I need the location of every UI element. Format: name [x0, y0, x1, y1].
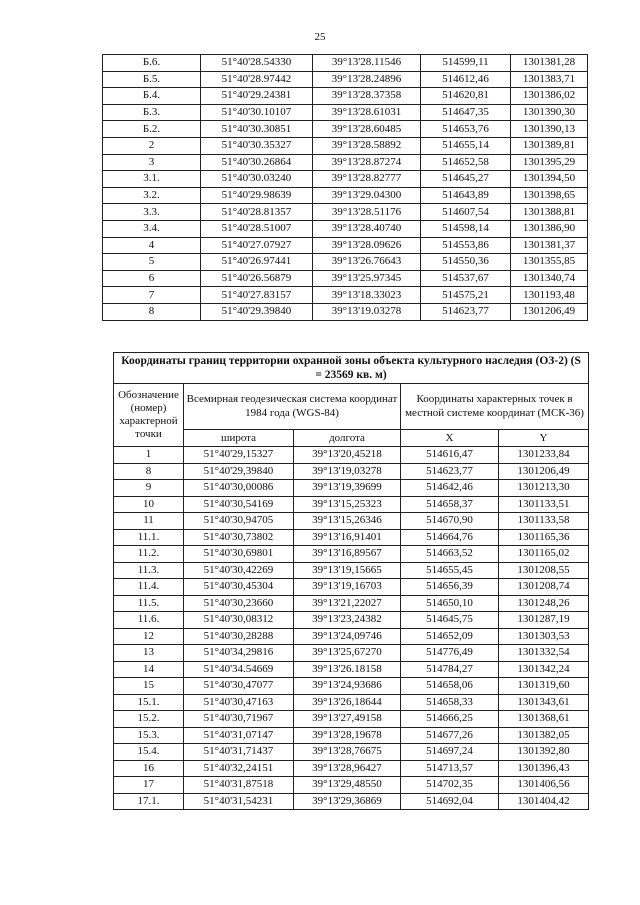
latitude-cell: 51°40'30.30851 — [201, 121, 313, 138]
x-cell: 514612,46 — [421, 71, 511, 88]
x-cell: 514653,76 — [421, 121, 511, 138]
x-cell: 514666,25 — [401, 711, 499, 728]
y-cell: 1301287,19 — [499, 612, 589, 629]
x-cell: 514599,11 — [421, 55, 511, 72]
y-cell: 1301206,49 — [499, 463, 589, 480]
point-id-cell: 11.5. — [114, 595, 184, 612]
longitude-cell: 39°13'26.76643 — [313, 254, 421, 271]
longitude-cell: 39°13'19,15665 — [294, 562, 401, 579]
point-id-cell: 15.3. — [114, 727, 184, 744]
point-id-cell: 11.4. — [114, 579, 184, 596]
table-row — [114, 612, 589, 629]
table-row — [114, 628, 589, 645]
table-row — [114, 447, 589, 464]
latitude-cell: 51°40'30,23660 — [184, 595, 294, 612]
longitude-cell: 39°13'28.24896 — [313, 71, 421, 88]
latitude-cell: 51°40'31,87518 — [184, 777, 294, 794]
table-row — [114, 562, 589, 579]
table-row — [103, 121, 588, 138]
table-row — [114, 727, 589, 744]
latitude-cell: 51°40'30,28288 — [184, 628, 294, 645]
x-cell: 514643,89 — [421, 187, 511, 204]
x-cell: 514642,46 — [401, 480, 499, 497]
table-row — [114, 595, 589, 612]
latitude-cell: 51°40'30,47163 — [184, 694, 294, 711]
header-designation: Обозначение (номер) характерной точки — [114, 384, 184, 447]
table-row — [114, 480, 589, 497]
x-cell: 514658,37 — [401, 496, 499, 513]
y-cell: 1301389,81 — [511, 137, 588, 154]
longitude-cell: 39°13'25,67270 — [294, 645, 401, 662]
longitude-cell: 39°13'28,19678 — [294, 727, 401, 744]
latitude-cell: 51°40'34,29816 — [184, 645, 294, 662]
x-cell: 514616,47 — [401, 447, 499, 464]
table-row — [114, 777, 589, 794]
x-cell: 514658,06 — [401, 678, 499, 695]
point-id-cell: Б.3. — [103, 104, 201, 121]
longitude-cell: 39°13'28.61031 — [313, 104, 421, 121]
point-id-cell: 1 — [114, 447, 184, 464]
x-cell: 514623,77 — [401, 463, 499, 480]
point-id-cell: 14 — [114, 661, 184, 678]
table-row — [103, 104, 588, 121]
latitude-cell: 51°40'29,15327 — [184, 447, 294, 464]
y-cell: 1301343,61 — [499, 694, 589, 711]
longitude-cell: 39°13'28,96427 — [294, 760, 401, 777]
longitude-cell: 39°13'28.51176 — [313, 204, 421, 221]
y-cell: 1301233,84 — [499, 447, 589, 464]
table-row — [103, 204, 588, 221]
y-cell: 1301165,02 — [499, 546, 589, 563]
y-cell: 1301319,60 — [499, 678, 589, 695]
longitude-cell: 39°13'24,09746 — [294, 628, 401, 645]
point-id-cell: 15.4. — [114, 744, 184, 761]
latitude-cell: 51°40'30,42269 — [184, 562, 294, 579]
longitude-cell: 39°13'28.82777 — [313, 171, 421, 188]
latitude-cell: 51°40'28.54330 — [201, 55, 313, 72]
x-cell: 514537,67 — [421, 270, 511, 287]
point-id-cell: 16 — [114, 760, 184, 777]
longitude-cell: 39°13'20,45218 — [294, 447, 401, 464]
x-cell: 514647,35 — [421, 104, 511, 121]
latitude-cell: 51°40'34.54669 — [184, 661, 294, 678]
latitude-cell: 51°40'30.10107 — [201, 104, 313, 121]
y-cell: 1301133,51 — [499, 496, 589, 513]
longitude-cell: 39°13'16,91401 — [294, 529, 401, 546]
table-row — [103, 270, 588, 287]
longitude-cell: 39°13'16,89567 — [294, 546, 401, 563]
longitude-cell: 39°13'29,48550 — [294, 777, 401, 794]
point-id-cell: 3 — [103, 154, 201, 171]
oz2-coordinates-table — [113, 352, 589, 810]
latitude-cell: 51°40'30,69801 — [184, 546, 294, 563]
table-row — [114, 694, 589, 711]
point-id-cell: 11.2. — [114, 546, 184, 563]
longitude-cell: 39°13'28.11546 — [313, 55, 421, 72]
x-cell: 514645,75 — [401, 612, 499, 629]
table-row — [114, 661, 589, 678]
table-row — [114, 645, 589, 662]
y-cell: 1301382,05 — [499, 727, 589, 744]
latitude-cell: 51°40'30,73802 — [184, 529, 294, 546]
latitude-cell: 51°40'27.07927 — [201, 237, 313, 254]
table-row — [114, 496, 589, 513]
point-id-cell: 8 — [103, 303, 201, 320]
longitude-cell: 39°13'28.37358 — [313, 88, 421, 105]
point-id-cell: Б.5. — [103, 71, 201, 88]
y-cell: 1301394,50 — [511, 171, 588, 188]
table-row — [103, 137, 588, 154]
point-id-cell: 8 — [114, 463, 184, 480]
point-id-cell: Б.6. — [103, 55, 201, 72]
longitude-cell: 39°13'19,39699 — [294, 480, 401, 497]
table-row — [114, 529, 589, 546]
latitude-cell: 51°40'29,39840 — [184, 463, 294, 480]
table-row — [103, 237, 588, 254]
x-cell: 514645,27 — [421, 171, 511, 188]
point-id-cell: 3.1. — [103, 171, 201, 188]
latitude-cell: 51°40'30,71967 — [184, 711, 294, 728]
y-cell: 1301386,02 — [511, 88, 588, 105]
table-row — [114, 793, 589, 810]
point-id-cell: 3.4. — [103, 220, 201, 237]
header-y: Y — [499, 430, 589, 447]
longitude-cell: 39°13'26.18158 — [294, 661, 401, 678]
latitude-cell: 51°40'28.51007 — [201, 220, 313, 237]
table-row — [114, 760, 589, 777]
point-id-cell: 12 — [114, 628, 184, 645]
table-row — [114, 678, 589, 695]
longitude-cell: 39°13'15,26346 — [294, 513, 401, 530]
point-id-cell: 5 — [103, 254, 201, 271]
y-cell: 1301386,90 — [511, 220, 588, 237]
latitude-cell: 51°40'26.97441 — [201, 254, 313, 271]
latitude-cell: 51°40'30.26864 — [201, 154, 313, 171]
latitude-cell: 51°40'30.35327 — [201, 137, 313, 154]
header-longitude: долгота — [294, 430, 401, 447]
y-cell: 1301342,24 — [499, 661, 589, 678]
point-id-cell: 6 — [103, 270, 201, 287]
x-cell: 514776,49 — [401, 645, 499, 662]
latitude-cell: 51°40'29.24381 — [201, 88, 313, 105]
x-cell: 514670,90 — [401, 513, 499, 530]
y-cell: 1301355,85 — [511, 254, 588, 271]
point-id-cell: 7 — [103, 287, 201, 304]
longitude-cell: 39°13'27,49158 — [294, 711, 401, 728]
latitude-cell: 51°40'31,71437 — [184, 744, 294, 761]
x-cell: 514692,04 — [401, 793, 499, 810]
latitude-cell: 51°40'30,45304 — [184, 579, 294, 596]
point-id-cell: 3.3. — [103, 204, 201, 221]
y-cell: 1301388,81 — [511, 204, 588, 221]
table-row — [103, 55, 588, 72]
longitude-cell: 39°13'23,24382 — [294, 612, 401, 629]
y-cell: 1301303,53 — [499, 628, 589, 645]
oz2-coordinates-table-body — [114, 447, 589, 810]
latitude-cell: 51°40'29.39840 — [201, 303, 313, 320]
point-id-cell: 15 — [114, 678, 184, 695]
point-id-cell: 11.6. — [114, 612, 184, 629]
header-wgs84: Всемирная геодезическая система координат 1984 года (WGS-84) — [184, 384, 401, 430]
table-title: Координаты границ территории охранной зоны объекта культурного наследия (ОЗ-2) (S = 23569 кв. м) — [114, 353, 589, 384]
table-row — [114, 711, 589, 728]
x-cell: 514663,52 — [401, 546, 499, 563]
point-id-cell: 15.1. — [114, 694, 184, 711]
x-cell: 514550,36 — [421, 254, 511, 271]
y-cell: 1301395,29 — [511, 154, 588, 171]
table-row — [103, 71, 588, 88]
longitude-cell: 39°13'24,93686 — [294, 678, 401, 695]
point-id-cell: 3.2. — [103, 187, 201, 204]
x-cell: 514713,57 — [401, 760, 499, 777]
y-cell: 1301208,74 — [499, 579, 589, 596]
y-cell: 1301404,42 — [499, 793, 589, 810]
point-id-cell: 13 — [114, 645, 184, 662]
latitude-cell: 51°40'29.98639 — [201, 187, 313, 204]
longitude-cell: 39°13'25.97345 — [313, 270, 421, 287]
longitude-cell: 39°13'19,03278 — [294, 463, 401, 480]
x-cell: 514784,27 — [401, 661, 499, 678]
table-row — [103, 88, 588, 105]
y-cell: 1301381,37 — [511, 237, 588, 254]
header-x: X — [401, 430, 499, 447]
point-id-cell: 10 — [114, 496, 184, 513]
x-cell: 514598,14 — [421, 220, 511, 237]
longitude-cell: 39°13'28.40740 — [313, 220, 421, 237]
x-cell: 514656,39 — [401, 579, 499, 596]
page-number: 25 — [314, 31, 326, 43]
longitude-cell: 39°13'19,16703 — [294, 579, 401, 596]
y-cell: 1301133,58 — [499, 513, 589, 530]
y-cell: 1301206,49 — [511, 303, 588, 320]
y-cell: 1301248,26 — [499, 595, 589, 612]
point-id-cell: Б.2. — [103, 121, 201, 138]
latitude-cell: 51°40'32,24151 — [184, 760, 294, 777]
table-row — [103, 171, 588, 188]
longitude-cell: 39°13'28.09626 — [313, 237, 421, 254]
x-cell: 514677,26 — [401, 727, 499, 744]
y-cell: 1301340,74 — [511, 270, 588, 287]
table-row — [103, 303, 588, 320]
table-row — [103, 254, 588, 271]
table-row — [103, 220, 588, 237]
point-id-cell: 2 — [103, 137, 201, 154]
latitude-cell: 51°40'30,47077 — [184, 678, 294, 695]
x-cell: 514652,09 — [401, 628, 499, 645]
longitude-cell: 39°13'28.60485 — [313, 121, 421, 138]
x-cell: 514655,45 — [401, 562, 499, 579]
x-cell: 514575,21 — [421, 287, 511, 304]
point-id-cell: Б.4. — [103, 88, 201, 105]
latitude-cell: 51°40'26.56879 — [201, 270, 313, 287]
header-msk36: Координаты характерных точек в местной системе координат (МСК-36) — [401, 384, 589, 430]
point-id-cell: 11.1. — [114, 529, 184, 546]
latitude-cell: 51°40'30,00086 — [184, 480, 294, 497]
x-cell: 514553,86 — [421, 237, 511, 254]
longitude-cell: 39°13'21,22027 — [294, 595, 401, 612]
longitude-cell: 39°13'15,25323 — [294, 496, 401, 513]
x-cell: 514620,81 — [421, 88, 511, 105]
coordinates-table-continued-body — [103, 55, 588, 321]
longitude-cell: 39°13'28.58892 — [313, 137, 421, 154]
longitude-cell: 39°13'26,18644 — [294, 694, 401, 711]
table-row — [103, 287, 588, 304]
y-cell: 1301332,54 — [499, 645, 589, 662]
header-latitude: широта — [184, 430, 294, 447]
table-row — [103, 187, 588, 204]
x-cell: 514655,14 — [421, 137, 511, 154]
x-cell: 514652,58 — [421, 154, 511, 171]
y-cell: 1301398,65 — [511, 187, 588, 204]
latitude-cell: 51°40'30,08312 — [184, 612, 294, 629]
longitude-cell: 39°13'28.87274 — [313, 154, 421, 171]
longitude-cell: 39°13'18.33023 — [313, 287, 421, 304]
y-cell: 1301396,43 — [499, 760, 589, 777]
x-cell: 514664,76 — [401, 529, 499, 546]
y-cell: 1301383,71 — [511, 71, 588, 88]
x-cell: 514697,24 — [401, 744, 499, 761]
coordinates-table-continued — [102, 54, 588, 321]
latitude-cell: 51°40'30,54169 — [184, 496, 294, 513]
x-cell: 514658,33 — [401, 694, 499, 711]
x-cell: 514702,35 — [401, 777, 499, 794]
point-id-cell: 9 — [114, 480, 184, 497]
latitude-cell: 51°40'28.97442 — [201, 71, 313, 88]
table-row — [114, 513, 589, 530]
latitude-cell: 51°40'30.03240 — [201, 171, 313, 188]
longitude-cell: 39°13'29.04300 — [313, 187, 421, 204]
y-cell: 1301368,61 — [499, 711, 589, 728]
y-cell: 1301381,28 — [511, 55, 588, 72]
latitude-cell: 51°40'31,54231 — [184, 793, 294, 810]
latitude-cell: 51°40'30,94705 — [184, 513, 294, 530]
longitude-cell: 39°13'28,76675 — [294, 744, 401, 761]
point-id-cell: 17 — [114, 777, 184, 794]
y-cell: 1301208,55 — [499, 562, 589, 579]
y-cell: 1301213,30 — [499, 480, 589, 497]
y-cell: 1301392,80 — [499, 744, 589, 761]
table-row — [103, 154, 588, 171]
y-cell: 1301390,30 — [511, 104, 588, 121]
point-id-cell: 15.2. — [114, 711, 184, 728]
x-cell: 514623,77 — [421, 303, 511, 320]
point-id-cell: 4 — [103, 237, 201, 254]
x-cell: 514607,54 — [421, 204, 511, 221]
table-row — [114, 463, 589, 480]
latitude-cell: 51°40'28.81357 — [201, 204, 313, 221]
table-row — [114, 546, 589, 563]
latitude-cell: 51°40'31,07147 — [184, 727, 294, 744]
longitude-cell: 39°13'19.03278 — [313, 303, 421, 320]
x-cell: 514650,10 — [401, 595, 499, 612]
point-id-cell: 17.1. — [114, 793, 184, 810]
table-row — [114, 744, 589, 761]
point-id-cell: 11.3. — [114, 562, 184, 579]
y-cell: 1301193,48 — [511, 287, 588, 304]
table-row — [114, 579, 589, 596]
y-cell: 1301390,13 — [511, 121, 588, 138]
latitude-cell: 51°40'27.83157 — [201, 287, 313, 304]
y-cell: 1301406,56 — [499, 777, 589, 794]
y-cell: 1301165,36 — [499, 529, 589, 546]
longitude-cell: 39°13'29,36869 — [294, 793, 401, 810]
point-id-cell: 11 — [114, 513, 184, 530]
